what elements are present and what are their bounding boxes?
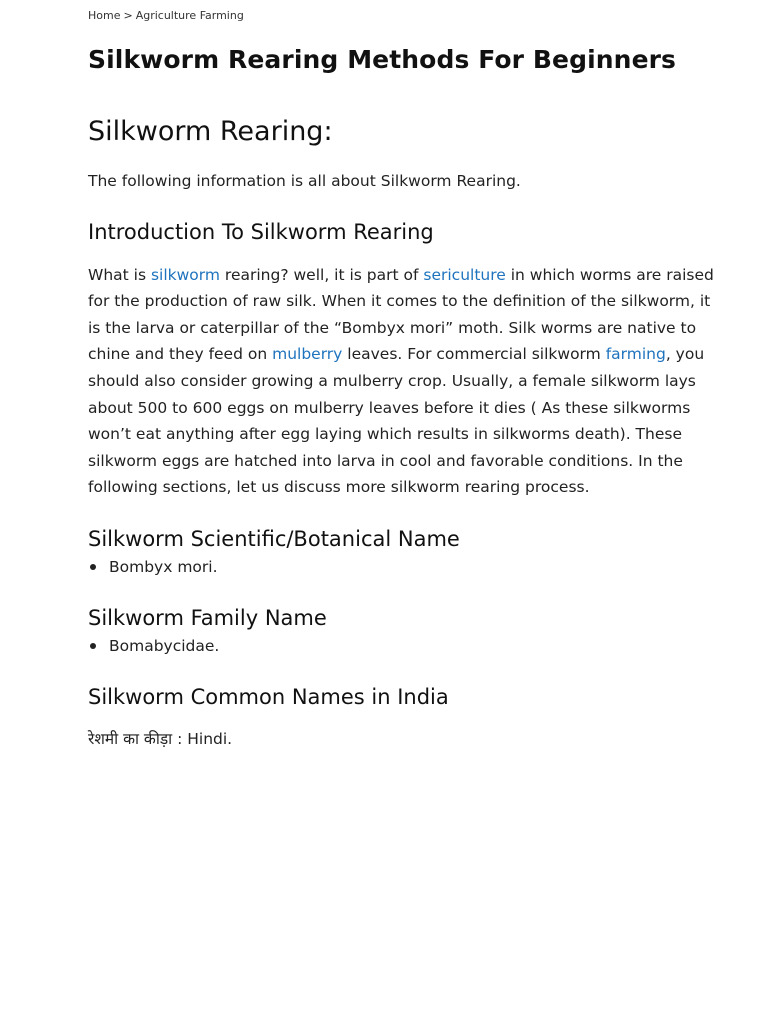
breadcrumb-home-link[interactable]: Home — [88, 9, 121, 22]
section-heading-introduction: Introduction To Silkworm Rearing — [88, 219, 434, 244]
section-heading-family-name: Silkworm Family Name — [88, 605, 327, 630]
paragraph-line: should also consider growing a mulberry crop. Usually, a female silkworm lays — [88, 371, 696, 390]
silkworm-link[interactable]: silkworm — [150, 265, 220, 284]
section-heading-scientific-name: Silkworm Scientific/Botanical Name — [88, 526, 460, 551]
family-name-list — [88, 633, 680, 659]
section-heading-common-names: Silkworm Common Names in India — [88, 684, 449, 709]
bullet-icon — [90, 643, 96, 649]
text-run: chine and they feed on — [88, 345, 273, 364]
text-run: leaves. For commercial silkworm — [342, 345, 606, 364]
breadcrumb-separator: > — [123, 9, 133, 22]
farming-link[interactable]: farming — [605, 345, 666, 364]
text-run: in which worms are raised — [505, 265, 714, 284]
paragraph-line — [88, 341, 705, 368]
breadcrumb-category-link[interactable]: Agriculture Farming — [135, 9, 244, 22]
list-item-text: Bombyx mori. — [109, 557, 218, 576]
scientific-name-list — [88, 554, 680, 580]
bullet-icon — [90, 564, 96, 570]
list-item — [88, 554, 680, 580]
sericulture-link[interactable]: sericulture — [423, 265, 506, 284]
hindi-language-label: : Hindi. — [172, 729, 233, 748]
text-run: What is — [88, 265, 151, 284]
list-item-text: Bomabycidae. — [109, 636, 220, 655]
hindi-name: रेशमी का कीड़ा — [88, 729, 173, 748]
section-heading-silkworm-rearing: Silkworm Rearing: — [88, 116, 333, 147]
paragraph-line — [88, 262, 714, 289]
paragraph-line: about 500 to 600 eggs on mulberry leaves before it dies ( As these silkworms — [88, 398, 691, 417]
paragraph-line: for the production of raw silk. When it comes to the definition of the silkworm, it — [88, 292, 711, 311]
hindi-name-text — [88, 726, 680, 753]
article-content — [88, 0, 714, 753]
section-intro-text: The following information is all about Silkworm Rearing. — [88, 172, 521, 190]
paragraph-line: is the larva or caterpillar of the “Bombyx mori” moth. Silk worms are native to — [88, 318, 697, 337]
page-title: Silkworm Rearing Methods For Beginners — [88, 45, 677, 74]
list-item — [88, 633, 680, 659]
paragraph-line: following sections, let us discuss more silkworm rearing process. — [88, 478, 590, 497]
paragraph-line: silkworm eggs are hatched into larva in cool and favorable conditions. In the — [88, 451, 683, 470]
mulberry-link[interactable]: mulberry — [272, 345, 343, 364]
breadcrumb — [88, 9, 680, 23]
introduction-paragraph — [88, 262, 714, 501]
text-run: , you — [665, 345, 705, 364]
text-run: rearing? well, it is part of — [220, 265, 424, 284]
paragraph-line: won’t eat anything after egg laying which results in silkworms death). These — [88, 425, 682, 444]
